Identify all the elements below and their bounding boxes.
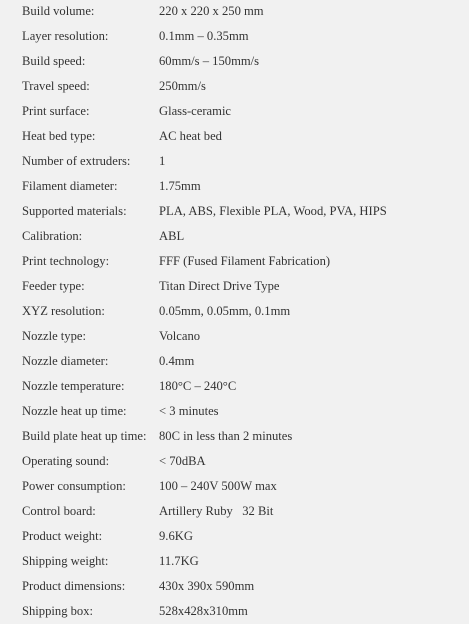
spec-label: Layer resolution:: [22, 28, 109, 43]
spec-value: Titan Direct Drive Type: [159, 278, 280, 293]
spec-row-build-volume: [0, 0, 469, 24]
spec-value: 1: [159, 153, 166, 168]
spec-label: Feeder type:: [22, 278, 85, 293]
spec-row-nozzle-diameter: [0, 349, 469, 374]
spec-label: Filament diameter:: [22, 178, 118, 193]
spec-label: Travel speed:: [22, 78, 90, 93]
spec-value: < 70dBA: [159, 453, 206, 468]
spec-value: FFF (Fused Filament Fabrication): [159, 253, 331, 268]
spec-row-build-speed: [0, 49, 469, 74]
spec-row-nozzle-temperature: [0, 374, 469, 399]
spec-row-print-surface: [0, 99, 469, 124]
spec-row-xyz-resolution: [0, 299, 469, 324]
spec-value: < 3 minutes: [159, 403, 219, 418]
spec-value: 0.4mm: [159, 353, 195, 368]
spec-label: Shipping weight:: [22, 553, 109, 568]
spec-label: Number of extruders:: [22, 153, 131, 168]
spec-value: Glass-ceramic: [159, 103, 232, 118]
spec-row-heat-bed-type: [0, 124, 469, 149]
spec-row-filament-diameter: [0, 174, 469, 199]
spec-value: 180°C – 240°C: [159, 378, 237, 393]
spec-label: Print surface:: [22, 103, 90, 118]
spec-row-product-dimensions: [0, 574, 469, 599]
spec-row-nozzle-heat-up-time: [0, 399, 469, 424]
spec-label: Product weight:: [22, 528, 103, 543]
spec-value: 250mm/s: [159, 78, 206, 93]
spec-row-travel-speed: [0, 74, 469, 99]
spec-row-shipping-box: [0, 599, 469, 624]
spec-value: 0.05mm, 0.05mm, 0.1mm: [159, 303, 291, 318]
spec-value: 9.6KG: [159, 528, 193, 543]
spec-value: 220 x 220 x 250 mm: [159, 3, 264, 18]
spec-value: 11.7KG: [159, 553, 199, 568]
spec-label: Supported materials:: [22, 203, 127, 218]
spec-row-feeder-type: [0, 274, 469, 299]
spec-label: XYZ resolution:: [22, 303, 105, 318]
spec-value: 80C in less than 2 minutes: [159, 428, 293, 443]
spec-label: Control board:: [22, 503, 96, 518]
spec-row-nozzle-type: [0, 324, 469, 349]
spec-value: 430x 390x 590mm: [159, 578, 255, 593]
spec-value: 0.1mm – 0.35mm: [159, 28, 249, 43]
spec-row-power-consumption: [0, 474, 469, 499]
spec-label: Nozzle heat up time:: [22, 403, 127, 418]
spec-value: Artillery Ruby 32 Bit: [159, 503, 274, 518]
spec-value: PLA, ABS, Flexible PLA, Wood, PVA, HIPS: [159, 203, 387, 218]
spec-label: Calibration:: [22, 228, 83, 243]
spec-value: 100 – 240V 500W max: [159, 478, 277, 493]
spec-row-layer-resolution: [0, 24, 469, 49]
spec-label: Operating sound:: [22, 453, 110, 468]
spec-value: 60mm/s – 150mm/s: [159, 53, 260, 68]
spec-row-control-board: [0, 499, 469, 524]
spec-row-product-weight: [0, 524, 469, 549]
spec-row-supported-materials: [0, 199, 469, 224]
spec-row-number-of-extruders: [0, 149, 469, 174]
spec-row-build-plate-heat-up-time: [0, 424, 469, 449]
spec-label: Build speed:: [22, 53, 86, 68]
spec-label: Build volume:: [22, 3, 95, 18]
spec-label: Nozzle type:: [22, 328, 86, 343]
spec-label: Product dimensions:: [22, 578, 126, 593]
spec-value: 1.75mm: [159, 178, 201, 193]
spec-label: Build plate heat up time:: [22, 428, 147, 443]
spec-row-shipping-weight: [0, 549, 469, 574]
spec-row-operating-sound: [0, 449, 469, 474]
spec-row-calibration: [0, 224, 469, 249]
spec-value: ABL: [159, 228, 185, 243]
spec-label: Heat bed type:: [22, 128, 96, 143]
spec-value: Volcano: [159, 328, 201, 343]
spec-value: 528x428x310mm: [159, 603, 248, 618]
spec-label: Shipping box:: [22, 603, 94, 618]
spec-label: Nozzle temperature:: [22, 378, 125, 393]
spec-label: Print technology:: [22, 253, 110, 268]
spec-label: Power consumption:: [22, 478, 126, 493]
spec-row-print-technology: [0, 249, 469, 274]
spec-label: Nozzle diameter:: [22, 353, 109, 368]
spec-value: AC heat bed: [159, 128, 222, 143]
